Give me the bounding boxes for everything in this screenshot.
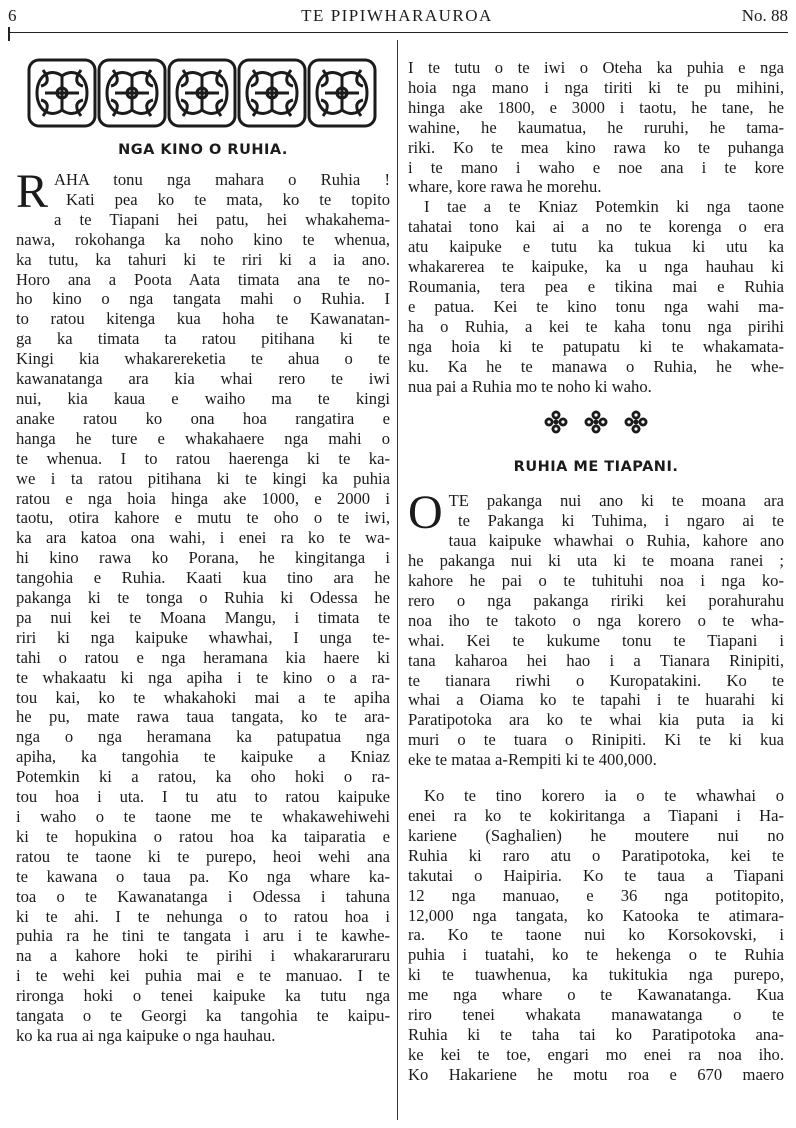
- text-line: I te tutu o te iwi o Oteha ka puhia e nga: [408, 58, 784, 77]
- text-line: na a kahore hoki te pirihi i whakararuraru: [16, 946, 390, 966]
- text-line: te whenua. I to ratou haerenga ki te ka-: [16, 448, 390, 468]
- text-line: riki. Ko te mea kino rawa ko te puhanga: [408, 137, 784, 157]
- text-line: Ruhia ki raro atu o Paratipotoka, kei te: [408, 845, 784, 865]
- issue-number: No. 88: [741, 6, 788, 25]
- text-line: we i ta ratou pitihana ki te kingi ka puhia: [16, 468, 390, 488]
- text-line: Potemkin ki a ratou, ka oho hoki o ra-: [16, 767, 390, 787]
- flower-ornament-icon: [584, 410, 608, 434]
- flower-ornament-icon: [624, 410, 648, 434]
- text-line: te whakaatu ki nga apiha i te kino o a ra-: [16, 667, 390, 687]
- text-line: kawanatanga ara kia whai rero te iwi: [16, 369, 390, 389]
- text-line: ki te hopukina o ratou hoa ka taiparatia e: [16, 826, 390, 846]
- text-line: whai a Oiama ko te tapahi i te huarahi ki: [408, 690, 784, 710]
- text-line: me nga whare o te Kawanatanga. Kua: [408, 985, 784, 1005]
- text-line: he pakanga nui ki uta ki te moana ranei ;: [408, 551, 784, 571]
- text-line: I tae a te Kniaz Potemkin ki nga taone: [424, 197, 784, 217]
- text-line: tana kaharoa hei hao i a Tianara Rinipiti,: [408, 650, 784, 670]
- text-line: ki te ahi. I te nehunga o to ratou hoa i: [16, 906, 390, 926]
- text-line: tangohia e Ruhia. Kaati kua tino ara he: [16, 568, 390, 588]
- text-line: atu kaipuke e tutu ka tukua ki utu ka: [408, 237, 784, 257]
- text-line: pakanga ki te tonga o Ruhia ki Odessa he: [16, 588, 390, 608]
- page-header: [6, 6, 788, 28]
- header-tick-mark: [8, 27, 10, 41]
- text-line: apiha, ka tangohia te kaipuke a Kniaz: [16, 747, 390, 767]
- text-line: eke te mataa a-Rempiti ki te 400,000.: [408, 750, 657, 770]
- text-line: ko ka rua ai nga kaipuke o nga hauhau.: [16, 1025, 276, 1045]
- newspaper-title: TE PIPIWHARAUROA: [301, 6, 493, 25]
- text-line: Ko te tino korero ia o te whawhai o: [424, 786, 784, 806]
- left-column: [16, 40, 390, 1046]
- text-line: nga hoia ki te patupatu ki te whakamata-: [408, 336, 784, 356]
- drop-cap: R: [16, 165, 49, 218]
- page-number: 6: [8, 6, 17, 25]
- text-line: ga ka timata ta ratou pitihana ki te: [16, 329, 390, 349]
- section-divider: [408, 410, 784, 439]
- text-line: i te mano i waho e noe ana i te kore: [408, 157, 784, 177]
- article-paragraph: [408, 786, 784, 1085]
- text-line: whare, kore rawa he morehu.: [408, 177, 602, 197]
- text-line: i te wehi kei puhia mai e te manuao. I te: [16, 966, 390, 986]
- column-divider: [397, 40, 398, 1120]
- text-line: nga o nga heramana ka patupatua nga: [16, 727, 390, 747]
- text-line: Kati pea ko te mata, ko te topito: [66, 189, 390, 209]
- header-rule: [8, 32, 788, 33]
- text-line: rero o nga pakanga ririki kei porahurahu: [408, 590, 784, 610]
- text-line: anake ratou ko ona hoa rangatira e: [16, 408, 390, 428]
- text-line: nawa, rokohanga ka noho kino te whenua,: [16, 229, 390, 249]
- flower-ornament-icon: [544, 410, 568, 434]
- text-line: i waho o te taone me te whakawehiwehi: [16, 807, 390, 826]
- text-line: toa o te Kawanatanga i Odessa i tahuna: [16, 886, 390, 906]
- text-line: ka tutu, ka tahuri ki te riri ki a ia ano.: [16, 249, 390, 269]
- text-line: te kawana o taua pa. Ko nga whare ka-: [16, 866, 390, 886]
- text-line: riri ki nga kaipuke whawhai, I unga te-: [16, 627, 390, 647]
- text-line: tou kai, ko te whakahoki mai a te apiha: [16, 687, 390, 707]
- text-line: whai. Kei te kukume tonu te Tiapani i: [408, 630, 784, 650]
- text-line: enei ra ko te kokiritanga a Tiapani i Ha-: [408, 806, 784, 825]
- text-line: wahine, he kaumatua, he ruruhi, he tama-: [408, 117, 784, 137]
- drop-cap: O: [408, 486, 443, 540]
- article-title: NGA KINO O RUHIA.: [118, 142, 288, 158]
- text-line: ka ara katoa ona wahi, i enei ra ko te wa-: [16, 528, 390, 548]
- text-line: muri o te tuara o Rinipiti. Ki te ki kua: [408, 730, 784, 750]
- text-line: whakarerea te kaipuke, ka u nga hauhau ki: [408, 257, 784, 277]
- article-body: [16, 165, 390, 1046]
- article-continuation: [408, 58, 784, 396]
- text-line: ratou te taone ki te purepo, heoi wehi ana: [16, 846, 390, 866]
- text-line: Roumania, tera pea e tikina mai e Ruhia: [408, 276, 784, 296]
- text-line: ha o Ruhia, a kei te kaha tonu nga pirihi: [408, 316, 784, 336]
- text-line: Ko Hakariene he motu roa e 670 maero: [408, 1064, 784, 1084]
- text-line: takutai o Haipiria. Ko te taua a Tiapani: [408, 865, 784, 885]
- text-line: taua kaipuke whawhai o Ruhia, kahore ano: [448, 531, 784, 551]
- text-line: to ratou kitenga kua hoha te Kawanatan-: [16, 309, 390, 329]
- text-line: taotu, otira kahore e mutu te oho o te iwi,: [16, 508, 390, 528]
- text-line: nua pai a Ruhia mo te noho ki waho.: [408, 376, 652, 396]
- text-line: e patua. Kei te kino tonu nga wahi ma-: [408, 296, 784, 316]
- right-column: [408, 40, 784, 1085]
- text-line: 12,000 nga tangata, ko Katooka te atimara-: [408, 905, 784, 925]
- text-line: riro tenei whakata manawatanga o te: [408, 1005, 784, 1025]
- article-title: RUHIA ME TIAPANI.: [513, 459, 679, 476]
- text-line: 12 nga manuao, e 36 nga potitopito,: [408, 885, 784, 905]
- text-line: hoia nga mano i nga tiriti ki te pu mihini,: [408, 77, 784, 97]
- text-line: nui, kia kaua e waiho ma te kingi: [16, 388, 390, 408]
- text-line: tangata o te Georgi ka tangohia te kaipu-: [16, 1006, 390, 1026]
- text-line: ho kino o nga tangata mahi o Ruhia. I: [16, 289, 390, 309]
- article-body: [408, 486, 784, 770]
- text-line: rironga hoki o tenei kaipuke ka tutu nga: [16, 986, 390, 1006]
- text-line: Ruhia ki te taha tai ko Paratipotoka ana-: [408, 1024, 784, 1044]
- text-line: kariene (Saghalien) he moutere nui no: [408, 825, 784, 845]
- text-line: puhia i tuatahi, ko te hekenga o te Ruhia: [408, 945, 784, 965]
- text-line: Kingi kia whakarereketia te ahua o te: [16, 349, 390, 369]
- text-line: kahore he pai o te tuhituhi noa i nga ko-: [408, 571, 784, 591]
- text-line: Horo ana a Poota Aata timata ana te no-: [16, 269, 390, 289]
- text-line: te tianara riwhi o Kuropatakini. Ko te: [408, 670, 784, 690]
- text-line: tahi o ratou e nga heramana kia haere ki: [16, 647, 390, 667]
- text-line: tou hoa i uta. I tu atu to ratou kaipuke: [16, 787, 390, 807]
- text-line: noa iho te takoto o nga korero o te wha-: [408, 610, 784, 630]
- text-line: he pu, mate rawa taua tangata, ko te ara-: [16, 707, 390, 727]
- text-line: ra. Ko te taone nui ko Korsokovski, i: [408, 925, 784, 945]
- text-line: pa nui kei te Moana Mangu, i timata te: [16, 607, 390, 627]
- text-line: ki te tuawhenua, ka tukitukia nga purepo,: [408, 965, 784, 985]
- text-line: ku. Ka he te manawa o Ruhia, he whe-: [408, 356, 784, 376]
- text-line: te Pakanga ki Tuhima, i ngaro ai te: [458, 511, 784, 531]
- text-line: hinga ake 1800, e 3000 i taotu, he tane, he: [408, 97, 784, 117]
- text-line: a te Tiapani hei patu, hei whakahema-: [54, 209, 390, 229]
- text-line: ratou e nga hoia hinga ake 1000, e 2000 i: [16, 488, 390, 508]
- text-line: AHA tonu nga mahara o Ruhia !: [54, 170, 390, 189]
- text-line: puhia ra he tini te tangata i aru i te kawhe-: [16, 926, 390, 946]
- text-line: tahatai tono kai ai a no te korenga o era: [408, 217, 784, 237]
- maori-scroll-ornament-icon: [27, 56, 379, 130]
- text-line: hanga he ture e whakahaere nga mahi o: [16, 428, 390, 448]
- text-line: hi kino rawa ko Porana, he kingitanga i: [16, 548, 390, 568]
- text-line: TE pakanga nui ano ki te moana ara: [448, 491, 784, 511]
- text-line: Paratipotoka ara ko te whai kia puta ia ki: [408, 710, 784, 730]
- text-line: ke kei te toe, engari mo enei ra noa iho.: [408, 1044, 784, 1064]
